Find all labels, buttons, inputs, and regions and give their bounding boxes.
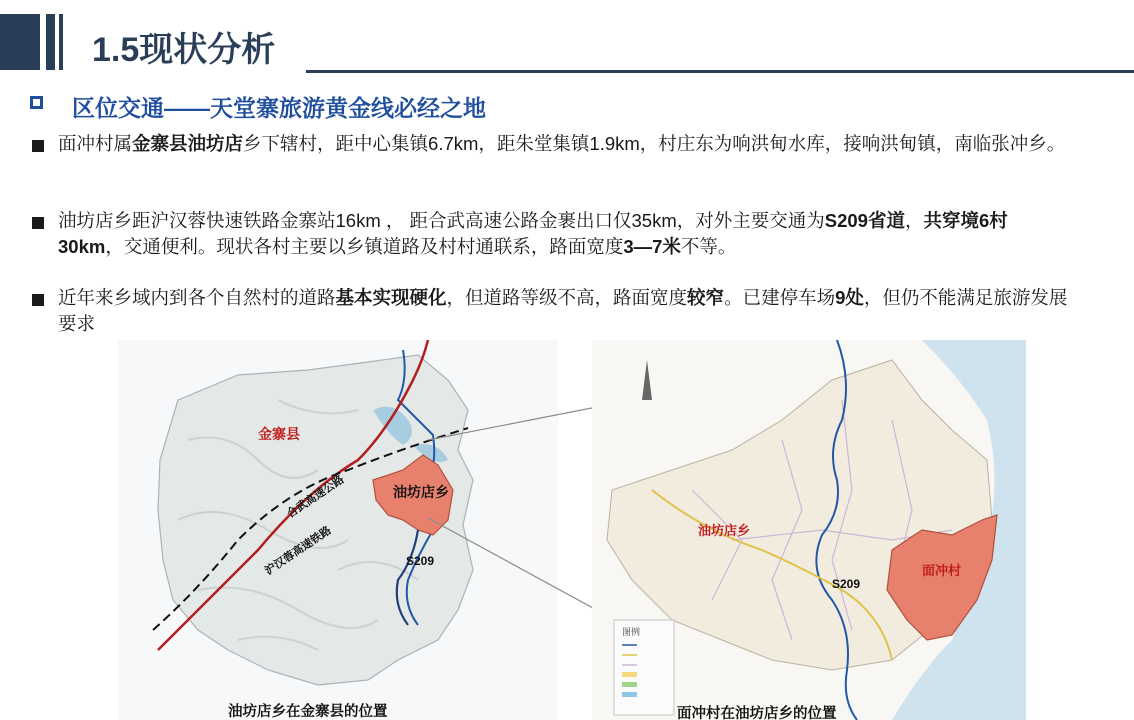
road-label: S209 [406,554,435,568]
bold-text-run: S209省道 [824,210,905,231]
township-label: 油坊店乡 [393,484,449,500]
bold-text-run: 金寨县油坊店 [132,133,244,154]
section-heading: 区位交通——天堂寨旅游黄金线必经之地 [72,95,486,121]
township-map-graphic [592,340,1026,720]
bold-text-run: 9处 [835,287,864,308]
legend-swatch [622,682,637,687]
village-label: 面冲村 [922,563,962,578]
bold-text-run: 基本实现硬化 [335,287,447,308]
highway-label: 合武高速公路 [284,473,347,521]
road-label: S209 [832,577,861,591]
text-run: 。已建停车场 [724,287,836,308]
township-location-map [592,340,1026,720]
legend-swatch [622,672,637,677]
text-run: ，但道路等级不高，路面宽度 [446,287,688,308]
railway-label: 沪汉蓉高速铁路 [262,524,334,578]
text-run: ， [904,210,924,231]
county-label: 金寨县 [258,426,300,442]
text-run: 面冲村属 [58,133,133,154]
right-map-caption: 面冲村在油坊店乡的位置 [677,706,837,720]
legend-swatch [622,692,637,697]
township-label: 油坊店乡 [698,523,751,538]
text-run: 不等。 [680,236,737,257]
text-run: 近年来乡域内到各个自然村的道路 [58,287,336,308]
page-title: 1.5现状分析 [92,31,276,69]
left-map-caption: 油坊店乡在金寨县的位置 [228,704,388,720]
text-run: 乡下辖村，距中心集镇6.7km，距朱堂集镇1.9km，村庄东为响洪甸水库，接响洪甸镇，南临张冲乡。 [243,133,1066,154]
text-run: ，交通便利。现状各村主要以乡镇道路及村村通联系，路面宽度 [105,236,624,257]
bold-text-run: 较窄 [687,287,725,308]
text-run: 油坊店乡距沪汉蓉快速铁路金寨站16km ， 距合武高速公路金裹出口仅35km，对外主要交通为 [58,210,825,231]
legend-title: 图例 [622,627,641,637]
bold-text-run: 3—7米 [623,236,681,257]
text-run: ，但仍不能满足旅游发展要求 [58,287,1068,334]
bold-text-run: 共穿境6村30km [58,210,1008,257]
